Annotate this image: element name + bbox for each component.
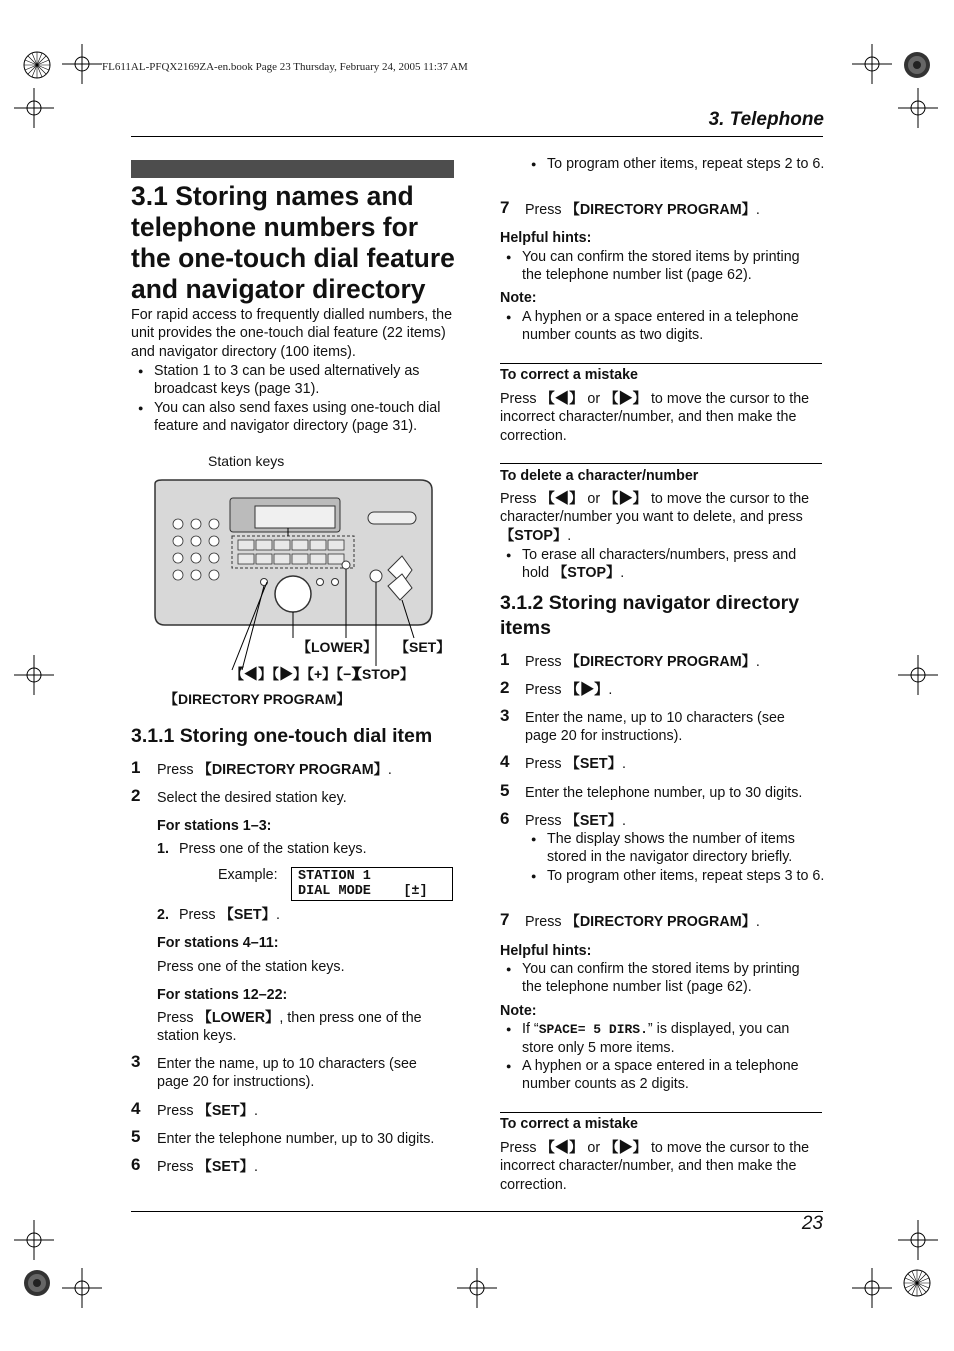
step-number: 3: [131, 1052, 141, 1071]
crosshair-mark-icon: [898, 655, 938, 695]
correct-mistake-text: Press 【◀】 or 【▶】 to move the cursor to the incorrect character/number, and then make the correction.: [500, 391, 810, 444]
step-text: Press 【SET】.: [525, 813, 626, 829]
section-title: 3.1 Storing names and telephone numbers for the one-touch dial feature and navigator directory: [131, 181, 455, 304]
crosshair-mark-icon: [457, 1268, 497, 1308]
header-rule: [131, 136, 823, 137]
stations-4-11-text: Press one of the station keys.: [157, 959, 345, 975]
step-number: 2: [500, 678, 510, 697]
delete-char-text: Press 【◀】 or 【▶】 to move the cursor to the character/number you want to delete, and press 【STOP】.: [500, 491, 810, 544]
delete-char-title: To delete a character/number: [500, 468, 699, 484]
step-text: Press 【DIRECTORY PROGRAM】.: [525, 914, 760, 930]
step-number: 5: [500, 781, 510, 800]
correct-mistake-title: To correct a mistake: [500, 1116, 638, 1132]
step-number: 1: [131, 758, 141, 777]
note-text: ● A hyphen or a space entered in a telephone number counts as two digits.: [522, 308, 822, 345]
step-number: 7: [500, 198, 510, 217]
substep-number: 1.: [157, 841, 169, 857]
intro-bullet: ● Station 1 to 3 can be used alternatively as broadcast keys (page 31).: [154, 362, 454, 399]
crosshair-mark-icon: [14, 1220, 54, 1260]
step-number: 2: [131, 786, 141, 805]
lower-key-label: 【LOWER】: [297, 639, 378, 655]
step-text: Enter the telephone number, up to 30 digits.: [157, 1131, 435, 1147]
step-number: 3: [500, 706, 510, 725]
registration-mark-icon: [902, 50, 932, 80]
crosshair-mark-icon: [62, 44, 102, 84]
stations-12-22-text: Press 【LOWER】, then press one of the station keys.: [157, 1010, 422, 1045]
helpful-hints-label: Helpful hints:: [500, 230, 592, 246]
step-number: 4: [131, 1099, 141, 1118]
step-bullet: ● The display shows the number of items stored in the navigator directory briefly.: [547, 830, 822, 867]
subsection-title: 3.1.2 Storing navigator directory items: [500, 592, 800, 639]
substep-text: Press one of the station keys.: [179, 841, 367, 857]
section-bar: [131, 160, 454, 178]
note-text: ● A hyphen or a space entered in a telephone number counts as 2 digits.: [522, 1057, 822, 1094]
crosshair-mark-icon: [62, 1268, 102, 1308]
intro-text: For rapid access to frequently dialled numbers, the unit provides the one-touch dial feature (22 items) and navigator directory (100 items).: [131, 307, 453, 360]
page-number: 23: [801, 1213, 823, 1234]
stations-4-11-label: For stations 4–11:: [157, 935, 279, 951]
step-number: 7: [500, 910, 510, 929]
step-text: Select the desired station key.: [157, 790, 347, 806]
divider: [500, 463, 822, 464]
step-text: Enter the name, up to 10 characters (see page 20 for instructions).: [157, 1056, 417, 1091]
step-text: Press 【▶】.: [525, 682, 613, 698]
example-label: Example:: [218, 867, 278, 883]
intro-bullet: ● You can also send faxes using one-touch dial feature and navigator directory (page 31).: [154, 399, 459, 436]
step-number: 6: [131, 1155, 141, 1174]
footer-rule: [131, 1211, 823, 1212]
lcd-display-example: STATION 1 DIAL MODE [±]: [291, 867, 453, 901]
set-key-label: 【SET】: [395, 639, 451, 655]
chapter-title: 3. Telephone: [708, 109, 824, 130]
step-text: Press 【SET】.: [525, 756, 626, 772]
note-text: ● If “SPACE= 5 DIRS.” is displayed, you can store only 5 more items.: [522, 1020, 824, 1058]
step-bullet: ● To program other items, repeat steps 3 to 6.: [547, 867, 825, 885]
registration-mark-icon: [22, 50, 52, 80]
step-text: Enter the telephone number, up to 30 digits.: [525, 785, 803, 801]
helpful-hints-label: Helpful hints:: [500, 943, 592, 959]
registration-mark-icon: [22, 1268, 52, 1298]
step-number: 5: [131, 1127, 141, 1146]
note-label: Note:: [500, 1003, 537, 1019]
station-keys-label: Station keys: [208, 453, 285, 469]
stations-12-22-label: For stations 12–22:: [157, 987, 288, 1003]
file-info: FL611AL-PFQX2169ZA-en.book Page 23 Thursday, February 24, 2005 11:37 AM: [102, 61, 468, 73]
step-number: 6: [500, 809, 510, 828]
step-text: Press 【SET】.: [157, 1159, 258, 1175]
stations-1-3-label: For stations 1–3:: [157, 818, 272, 834]
step-number: 1: [500, 650, 510, 669]
bullet-text: ● To program other items, repeat steps 2 to 6.: [547, 155, 825, 173]
crosshair-mark-icon: [898, 1220, 938, 1260]
step-text: Press 【SET】.: [157, 1103, 258, 1119]
step-text: Press 【DIRECTORY PROGRAM】.: [525, 202, 760, 218]
crosshair-mark-icon: [898, 88, 938, 128]
divider: [500, 1112, 822, 1113]
step-number: 4: [500, 752, 510, 771]
substep-text: Press 【SET】.: [179, 907, 280, 923]
crosshair-mark-icon: [14, 88, 54, 128]
registration-mark-icon: [902, 1268, 932, 1298]
correct-mistake-title: To correct a mistake: [500, 367, 638, 383]
step-text: Press 【DIRECTORY PROGRAM】.: [157, 762, 392, 778]
helpful-hint: ● You can confirm the stored items by printing the telephone number list (page 62).: [522, 960, 822, 997]
note-label: Note:: [500, 290, 537, 306]
stop-key-label: 【STOP】: [348, 666, 414, 682]
nav-keys-label: 【◀】【▶】【+】【−】: [230, 666, 366, 682]
helpful-hint: ● You can confirm the stored items by printing the telephone number list (page 62).: [522, 248, 822, 285]
erase-all-bullet: ● To erase all characters/numbers, press and hold 【STOP】.: [522, 546, 822, 583]
crosshair-mark-icon: [852, 44, 892, 84]
step-text: Press 【DIRECTORY PROGRAM】.: [525, 654, 760, 670]
crosshair-mark-icon: [852, 1268, 892, 1308]
step-text: Enter the name, up to 10 characters (see page 20 for instructions).: [525, 710, 785, 745]
directory-program-key-label: 【DIRECTORY PROGRAM】: [164, 691, 351, 707]
divider: [500, 363, 822, 364]
subsection-title: 3.1.1 Storing one-touch dial item: [131, 725, 433, 747]
crosshair-mark-icon: [14, 655, 54, 695]
correct-mistake-text: Press 【◀】 or 【▶】 to move the cursor to the incorrect character/number, and then make the correction.: [500, 1140, 810, 1193]
substep-number: 2.: [157, 907, 169, 923]
